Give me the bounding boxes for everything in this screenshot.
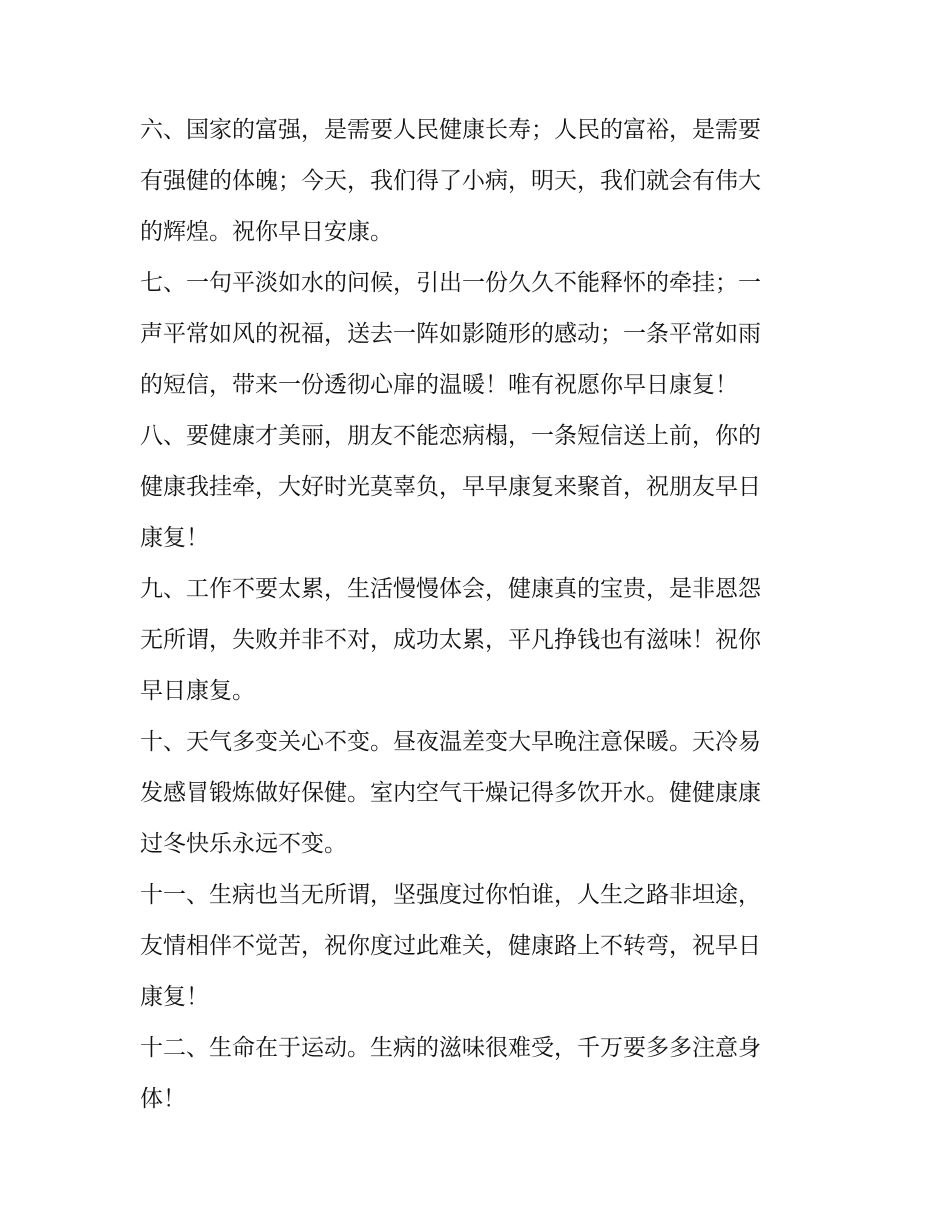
text-line: 的短信，带来一份透彻心扉的温暖！唯有祝愿你早日康复！ xyxy=(140,372,738,398)
text-line: 友情相伴不觉苦，祝你度过此难关，健康路上不转弯，祝早日 xyxy=(140,933,761,959)
text-line: 健康我挂牵，大好时光莫辜负，早早康复来聚首，祝朋友早日 xyxy=(140,474,761,500)
text-line: 十、天气多变关心不变。昼夜温差变大早晚注意保暖。天冷易 xyxy=(140,729,761,755)
paragraph-7 xyxy=(140,258,812,411)
text-line: 声平常如风的祝福，送去一阵如影随形的感动；一条平常如雨 xyxy=(140,321,761,347)
text-line: 发感冒锻炼做好保健。室内空气干燥记得多饮开水。健健康康 xyxy=(140,780,761,806)
paragraph-9 xyxy=(140,564,812,717)
text-line: 无所谓，失败并非不对，成功太累，平凡挣钱也有滋味！祝你 xyxy=(140,627,761,653)
paragraph-6 xyxy=(140,105,812,258)
text-line: 有强健的体魄；今天，我们得了小病，明天，我们就会有伟大 xyxy=(140,168,761,194)
text-line: 过冬快乐永远不变。 xyxy=(140,831,347,857)
text-line: 八、要健康才美丽，朋友不能恋病榻，一条短信送上前，你的 xyxy=(140,423,761,449)
text-line: 十二、生命在于运动。生病的滋味很难受，千万要多多注意身 xyxy=(140,1035,761,1061)
text-line: 六、国家的富强，是需要人民健康长寿；人民的富裕，是需要 xyxy=(140,117,761,143)
paragraph-8 xyxy=(140,411,812,564)
text-line: 康复！ xyxy=(140,984,209,1010)
document-body xyxy=(140,105,812,1125)
text-line: 早日康复。 xyxy=(140,678,255,704)
text-line: 七、一句平淡如水的问候，引出一份久久不能释怀的牵挂；一 xyxy=(140,270,761,296)
paragraph-11 xyxy=(140,870,812,1023)
text-line: 康复！ xyxy=(140,525,209,551)
paragraph-10 xyxy=(140,717,812,870)
paragraph-12 xyxy=(140,1023,812,1125)
text-line: 九、工作不要太累，生活慢慢体会，健康真的宝贵，是非恩怨 xyxy=(140,576,761,602)
text-line: 体！ xyxy=(140,1086,186,1112)
text-line: 的辉煌。祝你早日安康。 xyxy=(140,219,393,245)
text-line: 十一、生病也当无所谓，坚强度过你怕谁，人生之路非坦途， xyxy=(140,882,761,908)
